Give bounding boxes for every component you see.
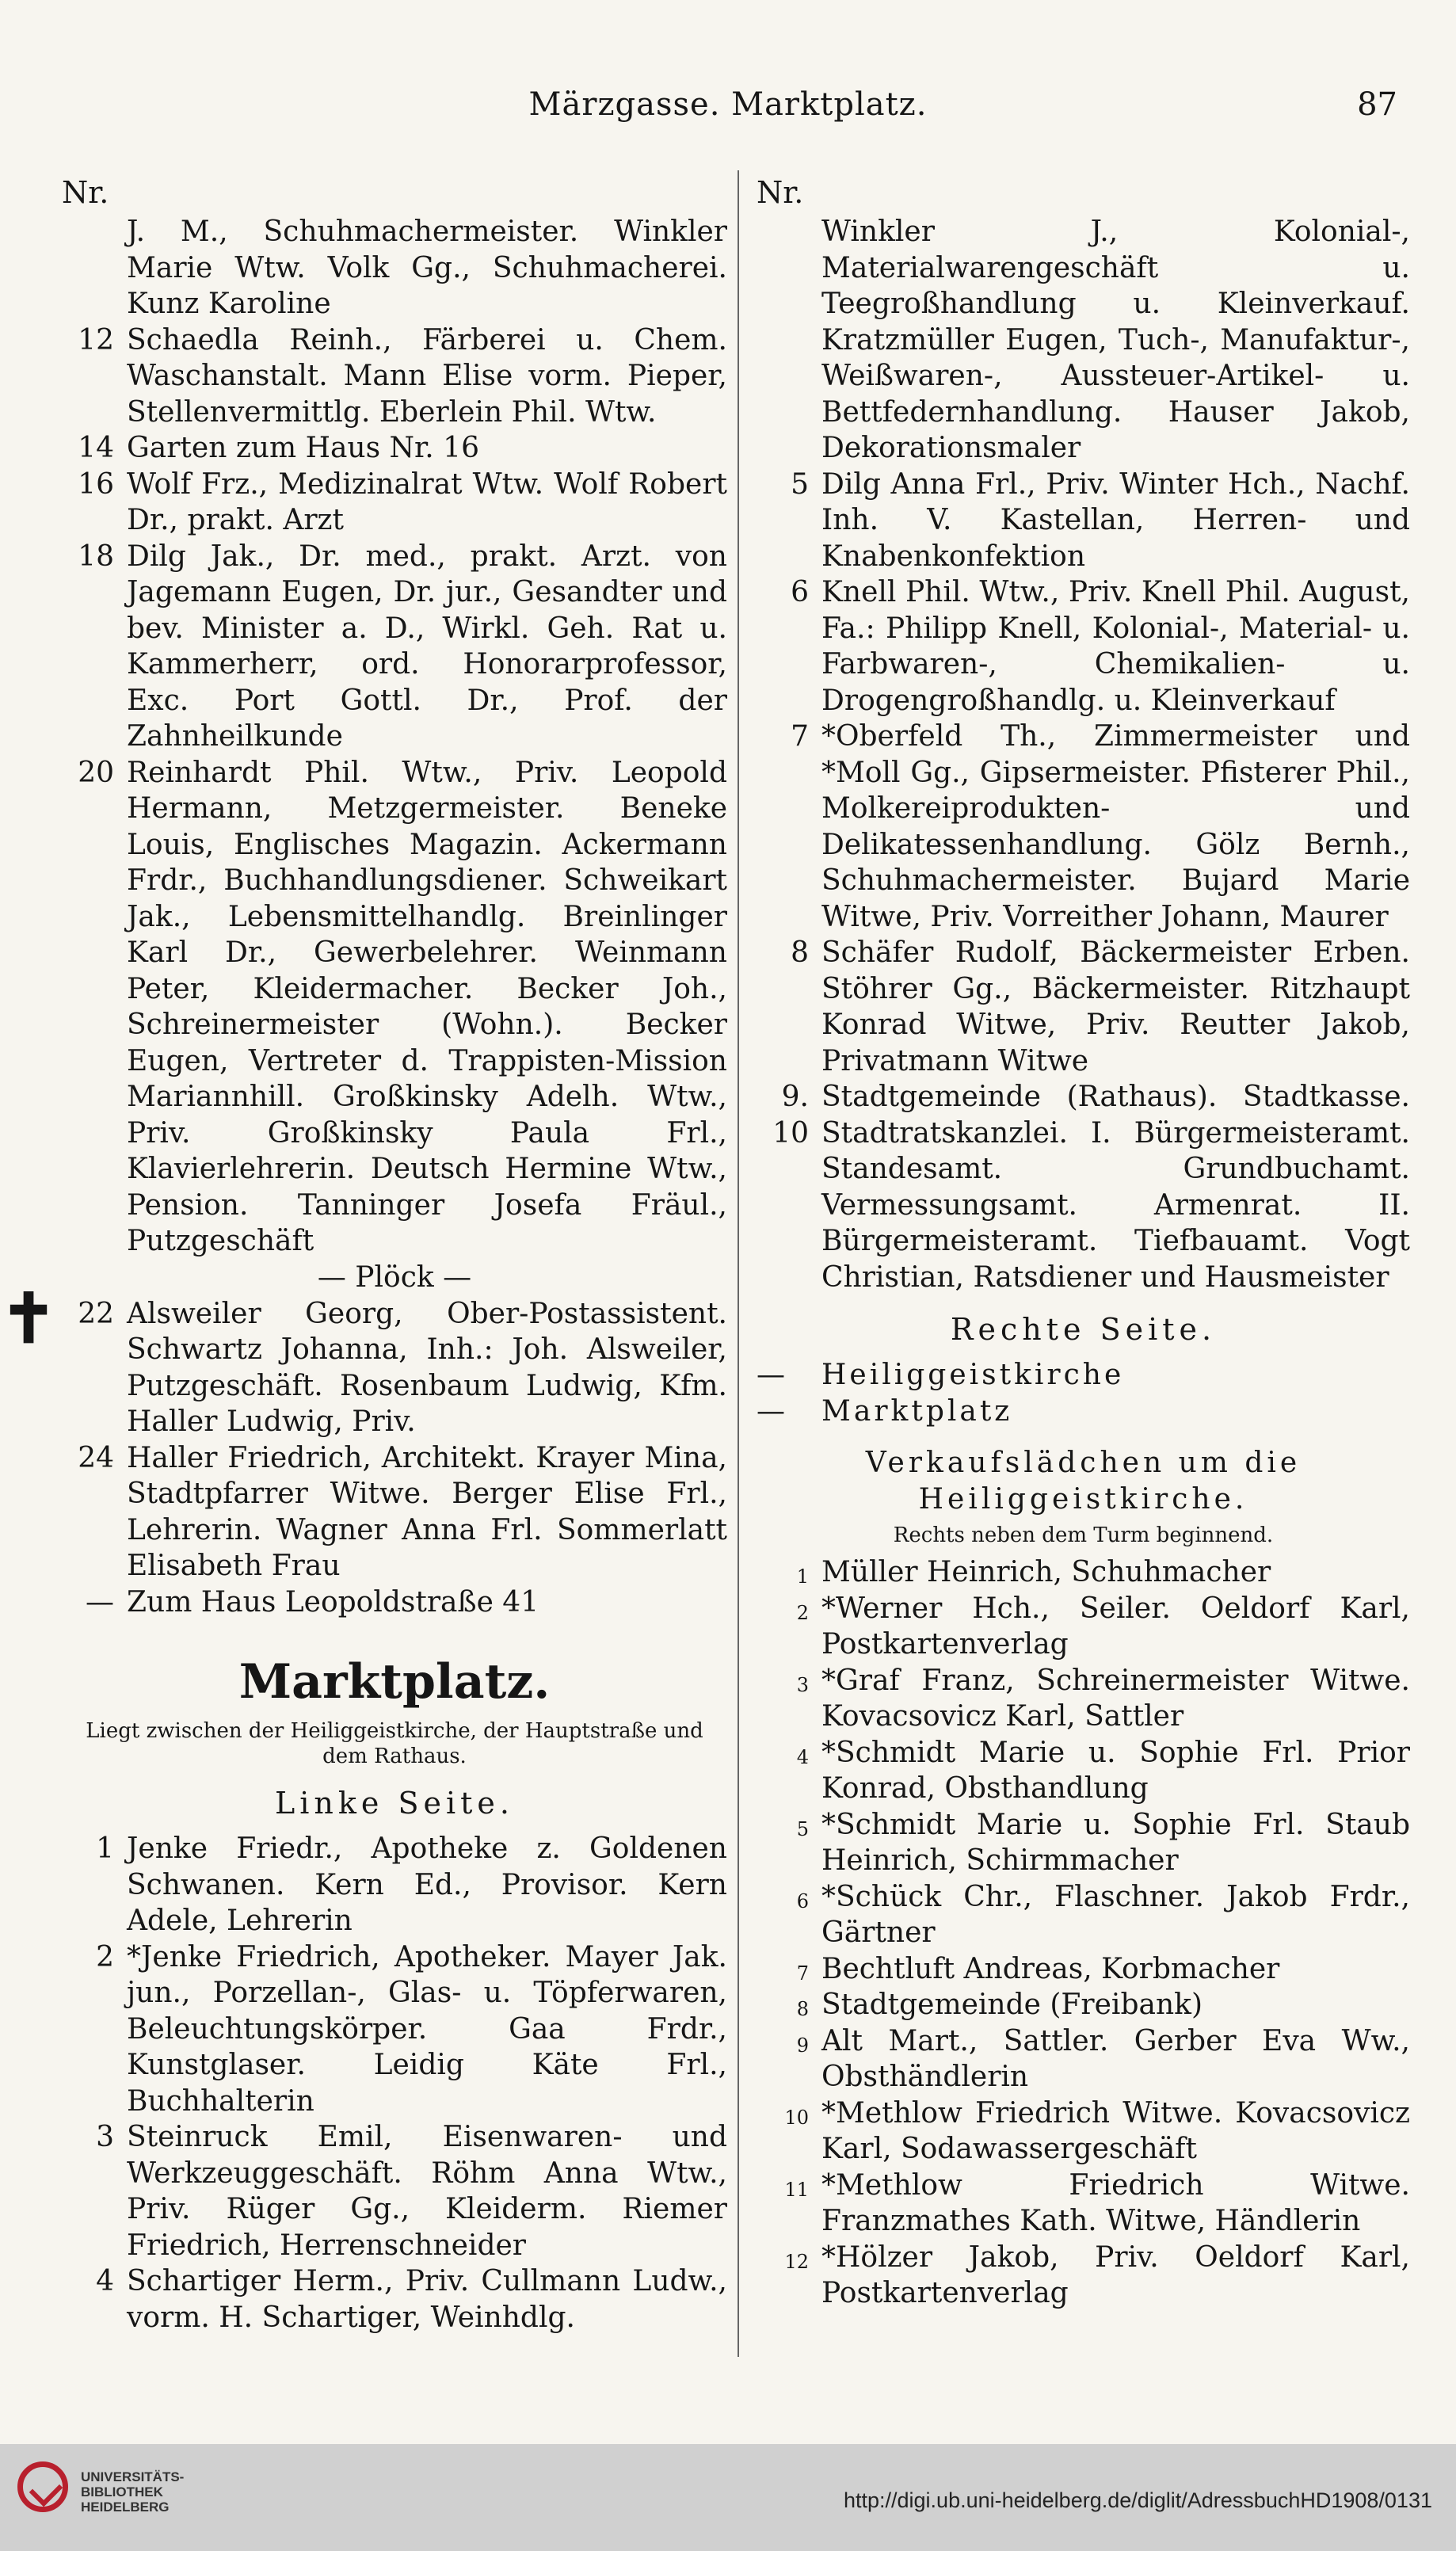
entry-number: 4 bbox=[796, 1745, 809, 1768]
list-item bbox=[62, 1831, 727, 1939]
entry-list bbox=[757, 214, 1410, 1295]
entry-list bbox=[62, 1831, 727, 2336]
list-item bbox=[62, 467, 727, 539]
entry-number: 5 bbox=[791, 467, 809, 501]
list-item bbox=[62, 2263, 727, 2336]
list-item bbox=[757, 2095, 1410, 2168]
entry-number: — bbox=[757, 1394, 788, 1428]
entry-text: Reinhardt Phil. Wtw., Priv. Leopold Hermann, Metzgermeister. Beneke Louis, Englisches Magazin. Ackermann Frdr., Buchhandlungsdiener. Schweikart Jak., Lebensmittelhandlg. Breinlinger Karl Dr., Gewerbelehrer. Weinmann Peter, Kleidermacher. Becker Joh., Schreinermeister (Wohn.). Becker Eugen, Vertreter d. Trappisten-Mission Mariannhill. Großkinsky Adelh. Wtw., Priv. Großkinsky Paula Frl., Klavierlehrerin. Deutsch Hermine Wtw., Pension. Tanninger Josefa Fräul., Putzgeschäft bbox=[127, 756, 727, 1257]
entry-number: 16 bbox=[78, 467, 114, 501]
list-item bbox=[757, 1663, 1410, 1735]
footer-bar bbox=[0, 2444, 1456, 2551]
entry-text: *Methlow Friedrich Witwe. Kovacsovicz Karl, Sodawassergeschäft bbox=[821, 2096, 1410, 2165]
source-url[interactable]: http://digi.ub.uni-heidelberg.de/diglit/AdressbuchHD1908/0131 bbox=[843, 2488, 1432, 2512]
entry-text: *Methlow Friedrich Witwe. Franzmathes Kath. Witwe, Händlerin bbox=[821, 2168, 1410, 2237]
entry-number: 8 bbox=[796, 1998, 809, 2020]
block-title: Verkaufslädchen um die Heiliggeistkirche. bbox=[865, 1447, 1302, 1516]
entry-number: 12 bbox=[78, 323, 114, 357]
entry-text: Stadtgemeinde (Rathaus). Stadtkasse. Stadtratskanzlei. I. Bürgermeisteramt. Standesamt. Grundbuchamt. Vermessungsamt. Armenrat. II. Bürgermeisteramt. Tiefbauamt. Vogt Christian, Ratsdiener und Hausmeister bbox=[821, 1081, 1410, 1294]
entry-number: — bbox=[86, 1585, 114, 1619]
list-item bbox=[62, 214, 727, 322]
list-item bbox=[62, 1440, 727, 1584]
list-item bbox=[757, 214, 1410, 467]
list-item bbox=[757, 2023, 1410, 2095]
entry-text: *Hölzer Jakob, Priv. Oeldorf Karl, Postkartenverlag bbox=[821, 2240, 1410, 2309]
entry-text: Stadtgemeinde (Freibank) bbox=[821, 1989, 1203, 2021]
entry-number: 18 bbox=[78, 540, 114, 573]
entry-number: 6 bbox=[791, 576, 809, 608]
entry-text: Winkler J., Kolonial-, Materialwarengeschäft u. Teegroßhandlung u. Kleinverkauf. Kratzmüller Eugen, Tuch-, Manufaktur-, Weißwaren-, Aussteuer-Artikel- u. Bettfedernhandlung. Hauser Jakob, Dekorationsmaler bbox=[821, 215, 1410, 464]
entry-list bbox=[62, 214, 727, 1260]
side-heading: Linke Seite. bbox=[275, 1786, 514, 1821]
entry-number: 4 bbox=[96, 2265, 114, 2297]
side-heading: Rechte Seite. bbox=[950, 1312, 1217, 1347]
list-item bbox=[757, 935, 1410, 1079]
entry-text: Jenke Friedr., Apotheke z. Goldenen Schwanen. Kern Ed., Provisor. Kern Adele, Lehrerin bbox=[127, 1832, 727, 1937]
entry-number: 12 bbox=[784, 2250, 809, 2273]
list-item bbox=[757, 1735, 1410, 1807]
list-item bbox=[757, 1987, 1410, 2023]
entry-text: Wolf Frz., Medizinalrat Wtw. Wolf Robert Dr., prakt. Arzt bbox=[127, 467, 727, 536]
entry-number: 10 bbox=[784, 2106, 809, 2129]
entry-number: 2 bbox=[796, 1601, 809, 1624]
entry-text: Garten zum Haus Nr. 16 bbox=[127, 432, 479, 464]
entry-text: *Werner Hch., Seiler. Oeldorf Karl, Postkartenverlag bbox=[821, 1592, 1410, 1661]
entry-text: Schäfer Rudolf, Bäckermeister Erben. Stöhrer Gg., Bäckermeister. Ritzhaupt Konrad Witwe, Priv. Reutter Jakob, Privatmann Witwe bbox=[821, 936, 1410, 1077]
entry-number: 9. 10 bbox=[772, 1081, 809, 1150]
list-item bbox=[757, 1951, 1410, 1988]
entry-number: 24 bbox=[78, 1441, 114, 1474]
list-item bbox=[757, 1554, 1410, 1591]
entry-number: 3 bbox=[96, 2121, 114, 2153]
running-head bbox=[0, 83, 1456, 131]
entry-number: 11 bbox=[784, 2178, 809, 2201]
library-name: UNIVERSITÄTS- BIBLIOTHEK HEIDELBERG bbox=[81, 2469, 185, 2515]
entry-text: Knell Phil. Wtw., Priv. Knell Phil. August, Fa.: Philipp Knell, Kolonial-, Material- u. Farbwaren-, Chemikalien- u. Drogengroßhandlg. u. Kleinverkauf bbox=[821, 576, 1410, 717]
list-item bbox=[62, 1584, 727, 1621]
entry-text: Müller Heinrich, Schuhmacher bbox=[821, 1556, 1271, 1588]
entry-text: Schartiger Herm., Priv. Cullmann Ludw., vorm. H. Schartiger, Weinhdlg. bbox=[127, 2265, 727, 2334]
entry-number: 1 bbox=[796, 1565, 809, 1588]
section-title: Marktplatz. bbox=[238, 1654, 551, 1710]
entry-number: 6 bbox=[796, 1889, 809, 1912]
left-column bbox=[62, 174, 727, 2336]
entry-text: *Jenke Friedrich, Apotheker. Mayer Jak. jun., Porzellan-, Glas- u. Töpferwaren, Beleuchtungskörper. Gaa Frdr., Kunstglaser. Leidig Käte Frl., Buchhalterin bbox=[127, 1940, 727, 2118]
number-label: Nr. bbox=[757, 175, 804, 210]
entry-text: Alt Mart., Sattler. Gerber Eva Ww., Obsthändlerin bbox=[821, 2024, 1410, 2093]
entry-list bbox=[62, 1296, 727, 1621]
entry-text: Alsweiler Georg, Ober-Postassistent. Schwartz Johanna, Inh.: Joh. Alsweiler, Putzgeschäft. Rosenbaum Ludwig, Kfm. Haller Ludwig, Priv. bbox=[127, 1297, 727, 1438]
entry-text: *Schmidt Marie u. Sophie Frl. Prior Konrad, Obsthandlung bbox=[821, 1736, 1410, 1805]
entry-text: Heiliggeistkirche bbox=[821, 1359, 1125, 1391]
entry-text: Haller Friedrich, Architekt. Krayer Mina, Stadtpfarrer Witwe. Berger Elise Frl., Lehrerin. Wagner Anna Frl. Sommerlatt Elisabeth Frau bbox=[127, 1441, 727, 1582]
list-item bbox=[757, 1079, 1410, 1295]
list-item bbox=[62, 322, 727, 431]
list-item bbox=[757, 1807, 1410, 1879]
entry-number: 22 bbox=[78, 1297, 114, 1330]
list-item bbox=[757, 2168, 1410, 2240]
stall-list bbox=[757, 1554, 1410, 2312]
entry-text: *Schück Chr., Flaschner. Jakob Frdr., Gärtner bbox=[821, 1880, 1410, 1949]
list-item bbox=[757, 1357, 1410, 1394]
list-item bbox=[757, 1394, 1410, 1430]
list-item bbox=[62, 539, 727, 755]
entry-number: — bbox=[757, 1359, 788, 1391]
right-column bbox=[757, 174, 1410, 2312]
entry-text: *Oberfeld Th., Zimmermeister und *Moll Gg., Gipsermeister. Pfisterer Phil., Molkereiprodukten- und Delikatessenhandlung. Gölz Bernh., Schuhmachermeister. Bujard Marie Witwe, Priv. Vorreither Johann, Maurer bbox=[821, 720, 1410, 933]
block-description: Rechts neben dem Turm beginnend. bbox=[893, 1523, 1274, 1547]
list-item bbox=[757, 1591, 1410, 1663]
entry-number: 5 bbox=[796, 1817, 809, 1840]
entry-text: Steinruck Emil, Eisenwaren- und Werkzeuggeschäft. Röhm Anna Wtw., Priv. Rüger Gg., Kleiderm. Riemer Friedrich, Herrenschneider bbox=[127, 2121, 727, 2262]
list-item bbox=[757, 719, 1410, 935]
entry-text: Dilg Jak., Dr. med., prakt. Arzt. von Jagemann Eugen, Dr. jur., Gesandter und bev. Minister a. D., Wirkl. Geh. Rat u. Kammerherr, ord. Honorarprofessor, Exc. Port Gottl. Dr., Prof. der Zahnheilkunde bbox=[127, 540, 727, 753]
entry-text: Schaedla Reinh., Färberei u. Chem. Waschanstalt. Mann Elise vorm. Pieper, Stellenvermittlg. Eberlein Phil. Wtw. bbox=[127, 323, 727, 429]
list-item bbox=[757, 467, 1410, 575]
entry-text: J. M., Schuhmachermeister. Winkler Marie Wtw. Volk Gg., Schuhmacherei. Kunz Karoline bbox=[127, 215, 727, 320]
section-description: Liegt zwischen der Heiliggeistkirche, der Hauptstraße und dem Rathaus. bbox=[86, 1719, 703, 1768]
list-item bbox=[757, 2240, 1410, 2312]
entry-text: *Graf Franz, Schreinermeister Witwe. Kovacsovicz Karl, Sattler bbox=[821, 1664, 1410, 1733]
list-item bbox=[62, 430, 727, 467]
number-label: Nr. bbox=[62, 175, 109, 210]
entry-number: 8 bbox=[791, 936, 809, 969]
entry-number: 1 bbox=[96, 1832, 114, 1865]
entry-text: Zum Haus Leopoldstraße 41 bbox=[127, 1585, 539, 1619]
entry-text: Bechtluft Andreas, Korbmacher bbox=[821, 1952, 1280, 1985]
entry-number: 7 bbox=[796, 1962, 809, 1985]
entry-text: Marktplatz bbox=[821, 1394, 1013, 1428]
entry-list bbox=[757, 1357, 1410, 1429]
entry-number: 14 bbox=[78, 432, 114, 464]
entry-number: 20 bbox=[78, 756, 114, 789]
entry-text: *Schmidt Marie u. Sophie Frl. Staub Heinrich, Schirmmacher bbox=[821, 1808, 1410, 1877]
list-item bbox=[62, 2119, 727, 2263]
column-divider bbox=[738, 170, 739, 2357]
page-number: 87 bbox=[1357, 86, 1397, 123]
list-item bbox=[62, 1939, 727, 2120]
marginal-cross-icon: ✝ bbox=[0, 1279, 58, 1359]
list-item bbox=[757, 574, 1410, 719]
entry-number: 9 bbox=[796, 2034, 809, 2057]
list-item bbox=[62, 755, 727, 1260]
page-title: Märzgasse. Marktplatz. bbox=[528, 86, 928, 123]
list-item bbox=[757, 1879, 1410, 1951]
library-logo-icon bbox=[17, 2461, 68, 2512]
street-separator: — Plöck — bbox=[317, 1260, 472, 1294]
entry-number: 2 bbox=[96, 1940, 114, 1973]
entry-text: Dilg Anna Frl., Priv. Winter Hch., Nachf. Inh. V. Kastellan, Herren- und Knabenkonfektion bbox=[821, 467, 1410, 573]
entry-number: 3 bbox=[796, 1673, 809, 1696]
entry-number: 7 bbox=[791, 720, 809, 753]
list-item bbox=[62, 1296, 727, 1440]
